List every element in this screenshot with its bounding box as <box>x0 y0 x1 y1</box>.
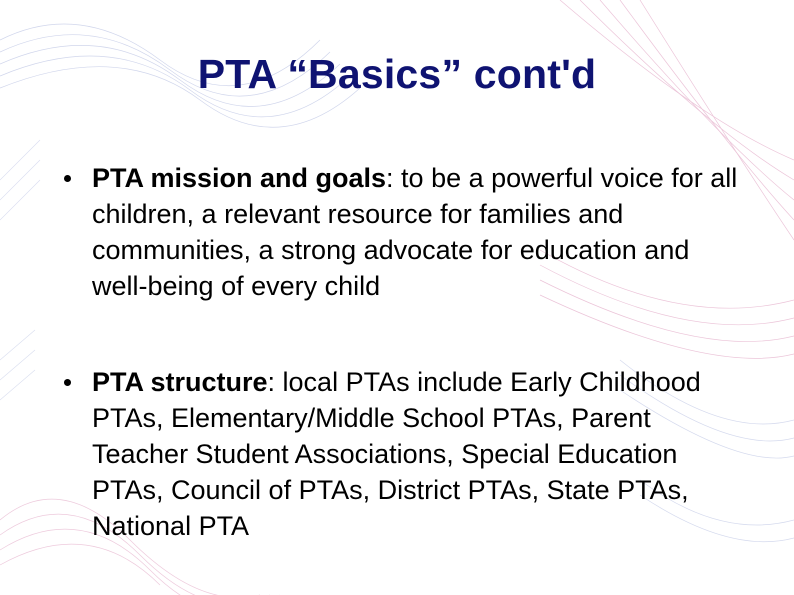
bullet-mission-goals <box>60 160 740 304</box>
slide-title: PTA “Basics” cont'd <box>197 51 597 97</box>
bullet-text: : to be a powerful voice for all children, a relevant resource for families and communities, a strong advocate for education and well-being of every child <box>92 163 738 301</box>
bullet-dot-icon <box>64 175 71 182</box>
bullet-text: : local PTAs include Early Childhood PTAs, Elementary/Middle School PTAs, Parent Teacher Student Associations, Special Education PTAs, Council of PTAs, District PTAs, State PTAs, National PTA <box>92 367 701 541</box>
bullet-dot-icon <box>64 379 71 386</box>
bullet-list <box>60 160 740 544</box>
bullet-label: PTA mission and goals <box>92 163 387 193</box>
bullet-structure <box>60 364 740 544</box>
bullet-label: PTA structure <box>92 367 268 397</box>
